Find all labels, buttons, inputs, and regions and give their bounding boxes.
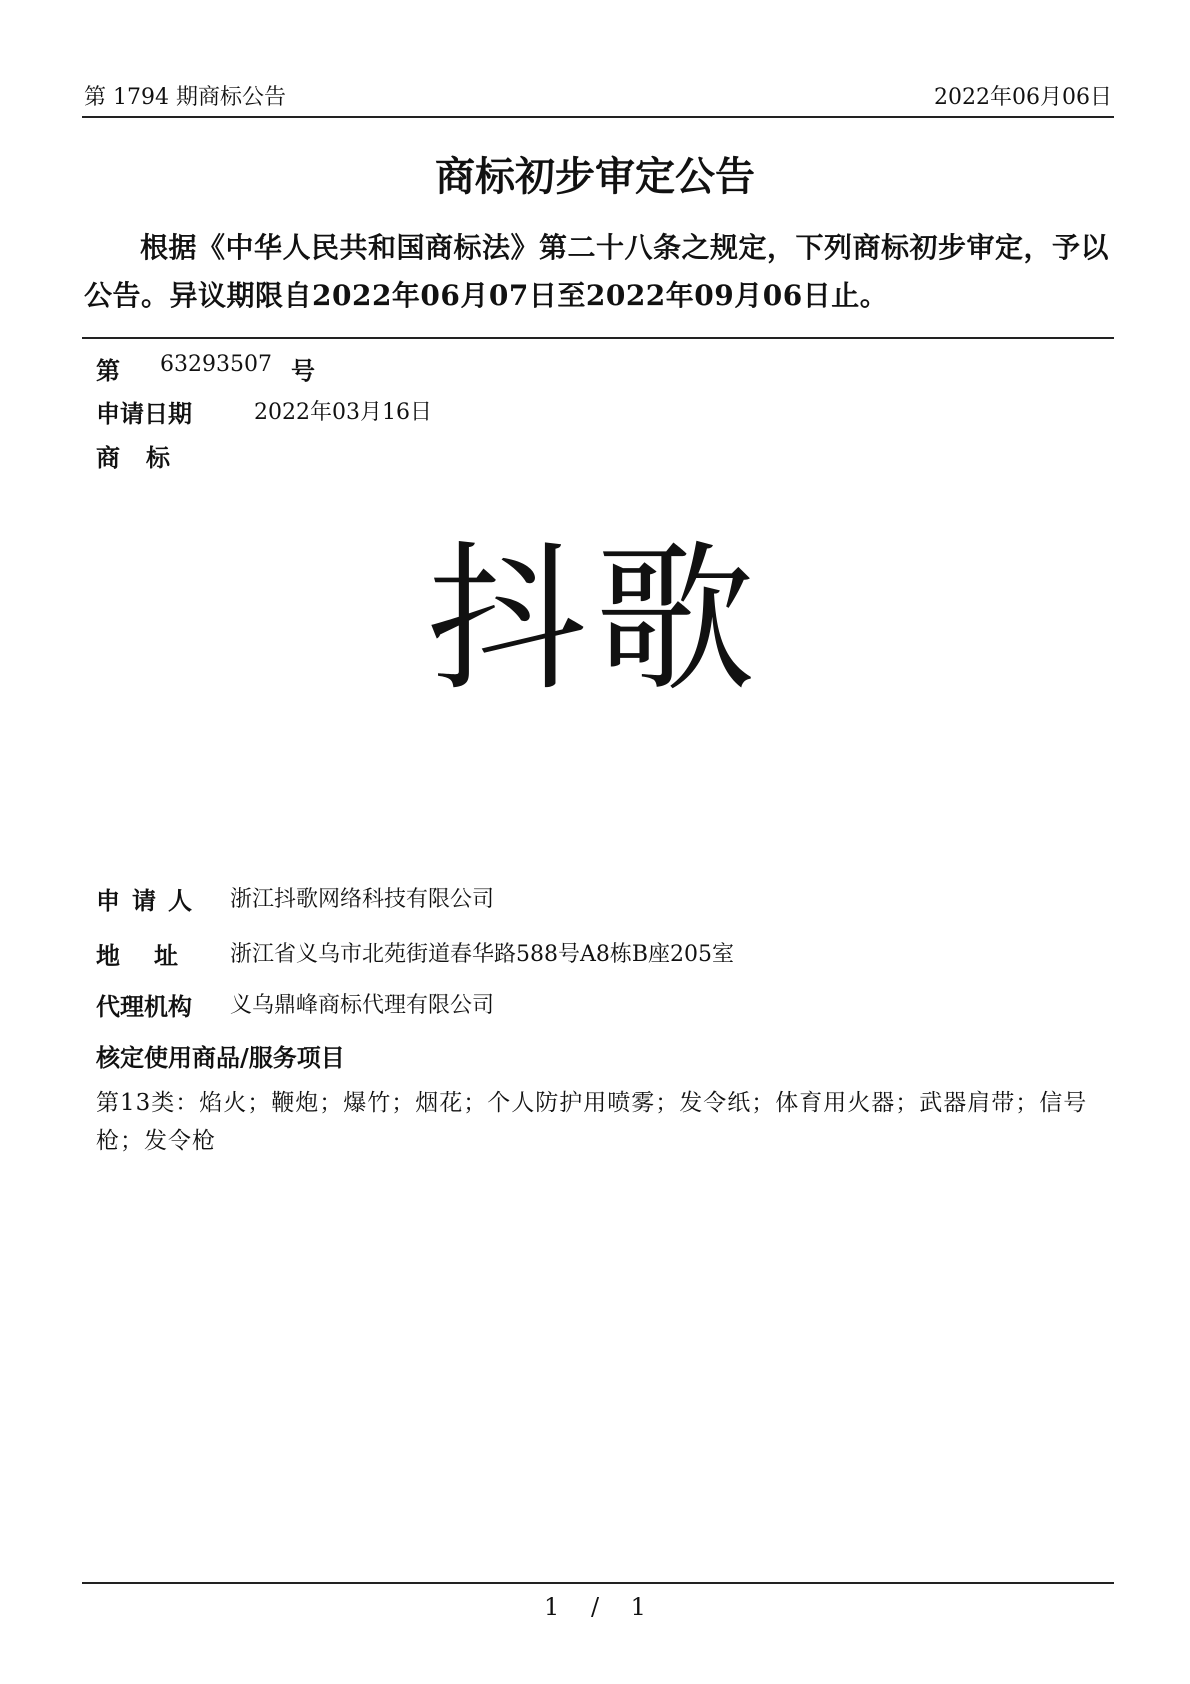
header-divider (82, 116, 1114, 118)
registration-no-suffix: 号 (291, 356, 315, 385)
section-divider (82, 337, 1114, 339)
applicant-value: 浙江抖歌网络科技有限公司 (230, 887, 495, 912)
agent-value: 义乌鼎峰商标代理有限公司 (230, 993, 495, 1018)
goods-services-label: 核定使用商品/服务项目 (96, 1043, 345, 1072)
intro-paragraph: 根据《中华人民共和国商标法》第二十八条之规定，下列商标初步审定，予以公告。异议期限自2022年06月07日至2022年09月06日止。 (84, 231, 1110, 312)
publication-date: 2022年06月06日 (934, 85, 1112, 110)
address-value: 浙江省义乌市北苑街道春华路588号A8栋B座205室 (230, 942, 735, 967)
page-indicator: 1 / 1 (544, 1593, 646, 1621)
application-date-label: 申请日期 (96, 399, 192, 428)
trademark-label: 商标 (96, 443, 196, 472)
page-title: 商标初步审定公告 (435, 153, 755, 200)
footer-divider (82, 1582, 1114, 1584)
application-date-value: 2022年03月16日 (254, 400, 432, 425)
trademark-image: 抖歌 (426, 526, 763, 713)
goods-services-list: 第13类：焰火；鞭炮；爆竹；烟花；个人防护用喷雾；发令纸；体育用火器；武器肩带；信号枪；发令枪 (96, 1090, 1088, 1154)
issue-number: 第 1794 期商标公告 (84, 85, 286, 110)
registration-no-label: 第 (96, 356, 120, 385)
agent-label: 代理机构 (96, 992, 192, 1021)
applicant-label: 申请人 (96, 886, 204, 915)
address-label: 地址 (96, 941, 212, 970)
registration-no-value: 63293507 (160, 352, 272, 377)
